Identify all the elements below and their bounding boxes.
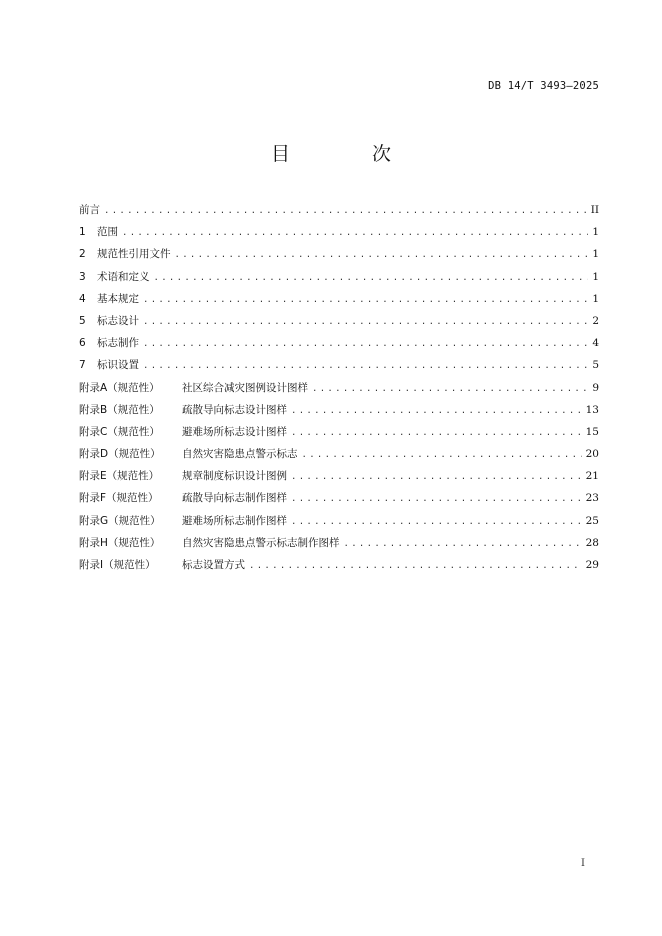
table-of-contents <box>79 199 599 576</box>
toc-entry-page: 1 <box>592 270 599 283</box>
toc-entry-label <box>79 421 287 443</box>
toc-entry-title: 标志设计 <box>97 314 139 327</box>
toc-entry-page: 1 <box>592 292 599 305</box>
toc-entry-page: 25 <box>585 514 599 527</box>
toc-dot-leader <box>143 355 588 377</box>
toc-entry-label <box>79 377 308 399</box>
toc-entry-page: 21 <box>585 470 599 483</box>
toc-entry-title: 规章制度标识设计图例 <box>182 470 287 483</box>
toc-dot-leader <box>344 533 582 555</box>
toc-title: 目 次 <box>270 143 430 165</box>
toc-dot-leader <box>154 267 589 289</box>
toc-entry-title: 社区综合减灾图例设计图样 <box>182 381 308 394</box>
toc-entry-page: 15 <box>585 425 599 438</box>
toc-entry-page: 5 <box>592 359 599 372</box>
toc-entry-label <box>79 310 139 332</box>
toc-entry-page: 1 <box>592 248 599 261</box>
toc-entry-label <box>79 221 118 243</box>
toc-entry-label <box>79 199 100 221</box>
toc-entry-title: 规范性引用文件 <box>97 248 171 261</box>
toc-entry-page: 28 <box>585 536 599 549</box>
toc-entry-page: 13 <box>585 403 599 416</box>
toc-entry-label <box>79 354 139 376</box>
toc-entry[interactable] <box>79 266 599 288</box>
toc-entry-page: 29 <box>585 559 599 571</box>
toc-dot-leader <box>175 244 589 266</box>
toc-entry[interactable] <box>79 377 599 399</box>
toc-entry-number: 6 <box>79 337 86 350</box>
toc-dot-leader <box>104 200 587 222</box>
toc-entry[interactable] <box>79 443 599 465</box>
toc-entry-appendix-label: 附录A（规范性） <box>79 381 160 394</box>
toc-entry-label <box>79 288 139 310</box>
toc-entry-label <box>79 465 287 487</box>
toc-entry[interactable] <box>79 310 599 332</box>
toc-dot-leader <box>143 333 588 355</box>
toc-entry-title: 术语和定义 <box>97 270 150 283</box>
toc-entry-page: II <box>590 204 599 216</box>
page-number: I <box>581 858 585 869</box>
toc-entry-page: 9 <box>592 381 599 394</box>
toc-entry-label <box>79 554 245 576</box>
toc-entry-appendix-label: 附录G（规范性） <box>79 514 161 527</box>
toc-entry-title: 疏散导向标志制作图样 <box>182 492 287 505</box>
toc-entry-title: 避难场所标志设计图样 <box>182 425 287 438</box>
toc-dot-leader <box>249 555 582 577</box>
toc-entry[interactable] <box>79 510 599 532</box>
toc-entry[interactable] <box>79 487 599 509</box>
toc-dot-leader <box>302 444 582 466</box>
toc-entry[interactable] <box>79 465 599 487</box>
toc-entry[interactable] <box>79 354 599 376</box>
toc-entry-title: 疏散导向标志设计图样 <box>182 403 287 416</box>
toc-entry-label <box>79 243 171 265</box>
toc-entry-label <box>79 443 298 465</box>
toc-entry-number: 2 <box>79 248 86 261</box>
toc-entry-number: 4 <box>79 292 86 305</box>
toc-entry-title: 避难场所标志制作图样 <box>182 514 287 527</box>
toc-dot-leader <box>291 422 582 444</box>
toc-entry[interactable] <box>79 288 599 310</box>
toc-entry[interactable] <box>79 243 599 265</box>
toc-dot-leader <box>291 466 582 488</box>
document-code: DB 14/T 3493—2025 <box>488 80 599 92</box>
toc-dot-leader <box>312 378 588 400</box>
toc-dot-leader <box>291 511 582 533</box>
toc-entry-title: 标志制作 <box>97 337 139 350</box>
toc-dot-leader <box>143 289 588 311</box>
toc-entry-label <box>79 510 287 532</box>
toc-entry-page: 1 <box>592 226 599 239</box>
toc-entry-title: 基本规定 <box>97 292 139 305</box>
toc-entry-page: 2 <box>592 314 599 327</box>
toc-entry-number: 3 <box>79 270 86 283</box>
toc-entry-appendix-label: 附录H（规范性） <box>79 536 161 549</box>
toc-entry-label <box>79 487 287 509</box>
toc-entry-title: 前言 <box>79 204 100 216</box>
toc-entry-label <box>79 532 340 554</box>
toc-entry[interactable] <box>79 221 599 243</box>
toc-dot-leader <box>291 488 582 510</box>
toc-entry-appendix-label: 附录C（规范性） <box>79 425 160 438</box>
toc-entry[interactable] <box>79 532 599 554</box>
toc-entry-label <box>79 266 150 288</box>
toc-entry[interactable] <box>79 399 599 421</box>
toc-entry-appendix-label: 附录D（规范性） <box>79 448 161 461</box>
toc-entry-title: 范围 <box>97 226 118 239</box>
toc-entry-label <box>79 399 287 421</box>
toc-entry-number: 1 <box>79 226 86 239</box>
toc-entry[interactable] <box>79 421 599 443</box>
toc-entry-page: 20 <box>585 448 599 461</box>
toc-entry-number: 5 <box>79 314 86 327</box>
toc-dot-leader <box>291 400 582 422</box>
toc-entry-appendix-label: 附录B（规范性） <box>79 403 160 416</box>
toc-entry-page: 4 <box>592 337 599 350</box>
toc-entry-appendix-label: 附录F（规范性） <box>79 492 159 505</box>
toc-entry-title: 标识设置 <box>97 359 139 372</box>
toc-entry-title: 自然灾害隐患点警示标志制作图样 <box>182 536 340 549</box>
toc-entry-appendix-label: 附录I（规范性） <box>79 559 156 571</box>
toc-dot-leader <box>143 311 588 333</box>
toc-dot-leader <box>122 222 588 244</box>
toc-entry-appendix-label: 附录E（规范性） <box>79 470 160 483</box>
toc-entry-page: 23 <box>585 492 599 505</box>
toc-entry[interactable] <box>79 199 599 221</box>
toc-entry-title: 标志设置方式 <box>182 559 245 571</box>
toc-entry[interactable] <box>79 332 599 354</box>
toc-entry-number: 7 <box>79 359 86 372</box>
toc-entry-title: 自然灾害隐患点警示标志 <box>182 448 298 461</box>
toc-entry[interactable] <box>79 554 599 576</box>
toc-entry-label <box>79 332 139 354</box>
